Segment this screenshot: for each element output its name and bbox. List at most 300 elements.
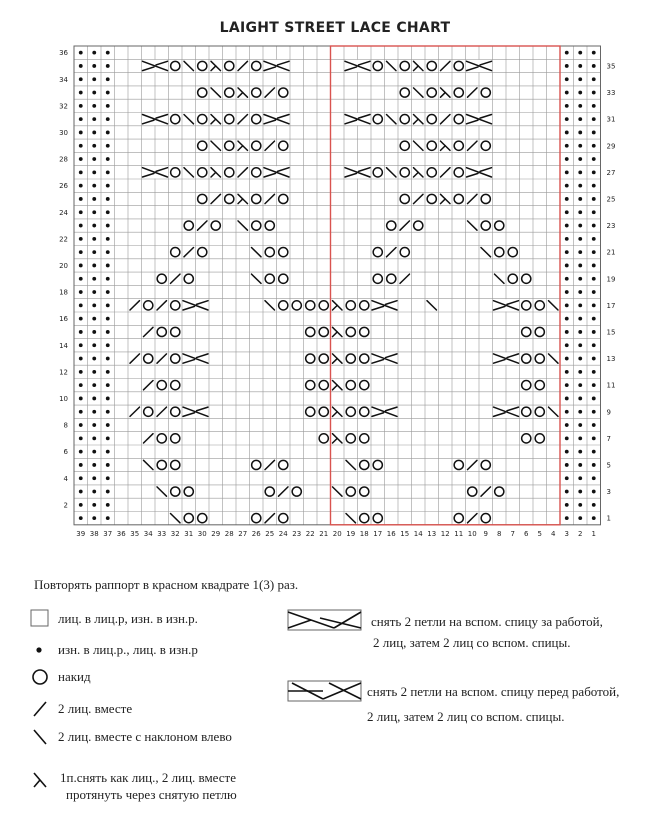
column-label: 31 [184,529,194,538]
purl-dot [79,436,83,440]
column-label: 39 [76,529,86,538]
column-label: 2 [578,529,583,538]
purl-dot [578,383,582,387]
column-label: 19 [346,529,356,538]
row-label-right: 35 [606,62,616,71]
purl-dot [578,303,582,307]
column-label: 18 [359,529,369,538]
purl-dot [79,397,83,401]
purl-dot [592,210,596,214]
purl-dot [578,117,582,121]
purl-dot [79,197,83,201]
row-label-left: 4 [63,474,68,483]
cable-cross-front-mark [493,406,519,418]
purl-dot [565,224,569,228]
row-label-left: 34 [59,75,68,84]
purl-dot [106,357,110,361]
purl-dot [592,117,596,121]
purl-dot [92,410,96,414]
column-label: 3 [564,529,569,538]
purl-dot [106,131,110,135]
purl-dot [592,463,596,467]
row-label-right: 13 [606,355,616,364]
purl-dot [92,77,96,81]
cable-cross-back-mark [345,166,371,178]
purl-dot [106,423,110,427]
purl-dot [106,237,110,241]
column-label: 9 [483,529,488,538]
legend-purl-label: изн. в лиц.р., лиц. в изн.р [58,642,198,657]
purl-dot [106,343,110,347]
legend-k2tog-left-label: 2 лиц. вместе с наклоном влево [58,729,232,744]
row-label-right: 15 [606,328,616,337]
purl-dot [578,370,582,374]
purl-dot [92,290,96,294]
row-label-right: 19 [606,275,616,284]
purl-dot [565,303,569,307]
purl-dot [92,397,96,401]
purl-dot [565,170,569,174]
purl-dot [565,250,569,254]
cable-cross-front-mark [264,113,290,125]
purl-dot [565,64,569,68]
purl-dot [565,436,569,440]
purl-dot [106,117,110,121]
column-label: 22 [305,529,315,538]
column-label: 8 [497,529,502,538]
purl-dot [79,450,83,454]
purl-dot [79,157,83,161]
legend-knit-label: лиц. в лиц.р, изн. в изн.р. [58,611,198,626]
purl-dot [92,224,96,228]
purl-dot [578,516,582,520]
row-label-left: 6 [63,448,68,457]
purl-dot [79,490,83,494]
purl-dot [592,91,596,95]
purl-dot [79,383,83,387]
purl-dot [92,197,96,201]
purl-dot [578,250,582,254]
purl-dot [92,104,96,108]
purl-dot [79,264,83,268]
purl-dot [592,144,596,148]
purl-dot [106,317,110,321]
purl-dot [565,197,569,201]
purl-dot [565,264,569,268]
purl-dot [79,343,83,347]
purl-dot [592,104,596,108]
purl-dot [92,490,96,494]
purl-dot [79,290,83,294]
purl-dot [592,77,596,81]
purl-dot [565,343,569,347]
column-label: 33 [157,529,167,538]
purl-dot [106,91,110,95]
purl-dot [578,290,582,294]
purl-dot [592,383,596,387]
legend-cross-front-line1: снять 2 петли на вспом. спицу перед работой, [367,684,620,699]
purl-dot [565,410,569,414]
row-label-right: 23 [606,222,616,231]
purl-dot [565,397,569,401]
purl-dot [79,77,83,81]
column-label: 28 [224,529,234,538]
cable-cross-front-mark [493,352,519,364]
cable-cross-front-mark [466,166,492,178]
purl-dot [92,436,96,440]
purl-dot [79,131,83,135]
cable-cross-front-mark [466,60,492,72]
purl-dot [79,117,83,121]
purl-dot [565,383,569,387]
purl-dot [565,290,569,294]
purl-dot [92,237,96,241]
purl-dot [578,170,582,174]
purl-dot [106,370,110,374]
purl-dot [592,224,596,228]
purl-dot [106,197,110,201]
purl-dot [106,51,110,55]
purl-dot [565,131,569,135]
row-label-left: 10 [59,394,68,403]
row-label-left: 14 [59,341,68,350]
purl-dot [92,117,96,121]
purl-dot [565,51,569,55]
legend-cross-back-line2: 2 лиц, затем 2 лиц со вспом. спицы. [373,635,571,650]
purl-dot [565,317,569,321]
purl-dot [592,357,596,361]
purl-dot [92,51,96,55]
row-label-left: 24 [59,208,68,217]
purl-dot [578,503,582,507]
purl-dot [79,330,83,334]
cable-cross-front-mark [493,299,519,311]
column-label: 13 [427,529,437,538]
column-label: 24 [278,529,288,538]
purl-dot [92,170,96,174]
purl-dot [565,184,569,188]
purl-dot [565,516,569,520]
purl-dot [106,290,110,294]
purl-dot [92,144,96,148]
purl-dot [578,64,582,68]
column-label: 34 [143,529,153,538]
purl-dot [592,277,596,281]
purl-dot [106,144,110,148]
purl-dot [92,503,96,507]
purl-dot [79,64,83,68]
cable-cross-front-mark [466,113,492,125]
column-label: 4 [551,529,556,538]
row-label-left: 28 [59,155,68,164]
cable-cross-back-mark [372,352,398,364]
purl-dot [578,131,582,135]
purl-dot [592,436,596,440]
purl-dot [79,476,83,480]
purl-dot [565,503,569,507]
purl-dot [565,423,569,427]
purl-dot [565,237,569,241]
column-label: 23 [292,529,302,538]
purl-dot [79,104,83,108]
row-label-right: 31 [606,115,616,124]
purl-dot [79,170,83,174]
purl-dot [565,77,569,81]
purl-dot [565,91,569,95]
purl-dot [578,277,582,281]
purl-dot [79,357,83,361]
purl-dot [92,303,96,307]
purl-dot [565,476,569,480]
purl-dot [92,64,96,68]
column-label: 37 [103,529,113,538]
purl-dot [578,184,582,188]
column-label: 17 [373,529,383,538]
purl-dot [592,170,596,174]
row-label-right: 17 [606,301,616,310]
purl-dot [79,463,83,467]
purl-dot [106,450,110,454]
purl-dot [565,450,569,454]
purl-dot [592,64,596,68]
purl-dot [92,91,96,95]
cable-cross-back-mark [345,113,371,125]
row-label-left: 16 [59,315,68,324]
purl-dot [592,157,596,161]
purl-dot [79,277,83,281]
chart-title: LAIGHT STREET LACE CHART [219,20,451,36]
legend-k3tog-line2: протянуть через снятую петлю [66,787,237,802]
purl-dot [106,104,110,108]
purl-dot [92,131,96,135]
purl-dot [106,330,110,334]
cable-cross-back-mark [142,60,168,72]
purl-dot [578,476,582,480]
cable-cross-front-mark [264,166,290,178]
purl-dot [592,397,596,401]
purl-dot [106,250,110,254]
column-label: 14 [413,529,423,538]
knit-stitch-icon [30,609,50,627]
purl-dot [565,357,569,361]
column-label: 30 [197,529,207,538]
purl-dot [92,370,96,374]
purl-dot [106,503,110,507]
purl-dot [106,210,110,214]
purl-dot [578,77,582,81]
cross-front-icon [287,680,363,702]
purl-dot [592,476,596,480]
purl-dot [92,157,96,161]
purl-dot [592,197,596,201]
purl-dot [92,383,96,387]
purl-dot [565,370,569,374]
repeat-instructions: Повторять раппорт в красном квадрате 1(3) раз. [34,577,299,592]
purl-dot [565,144,569,148]
purl-stitch-icon [30,641,50,659]
purl-dot [578,104,582,108]
purl-dot [79,144,83,148]
purl-dot [578,330,582,334]
purl-dot [565,104,569,108]
purl-dot [92,250,96,254]
row-label-left: 8 [63,421,68,430]
column-label: 25 [265,529,275,538]
purl-dot [106,397,110,401]
row-label-left: 30 [59,128,68,137]
purl-dot [92,330,96,334]
purl-dot [79,516,83,520]
row-label-left: 20 [59,261,68,270]
purl-dot [92,184,96,188]
purl-dot [578,423,582,427]
purl-dot [592,490,596,494]
column-label: 35 [130,529,140,538]
row-label-left: 22 [59,235,68,244]
purl-dot [79,317,83,321]
purl-dot [592,131,596,135]
purl-dot [79,184,83,188]
row-label-right: 9 [606,408,611,417]
purl-dot [565,463,569,467]
row-label-left: 18 [59,288,68,297]
row-label-left: 2 [63,501,68,510]
column-label: 21 [319,529,329,538]
purl-dot [578,197,582,201]
row-label-right: 33 [606,89,616,98]
purl-dot [79,503,83,507]
cable-cross-back-mark [345,60,371,72]
purl-dot [106,184,110,188]
purl-dot [79,91,83,95]
column-label: 11 [454,529,464,538]
purl-dot [92,463,96,467]
purl-dot [92,357,96,361]
k2tog-icon [30,699,50,719]
row-label-right: 25 [606,195,616,204]
purl-dot [578,463,582,467]
cable-cross-back-mark [142,166,168,178]
purl-dot [578,397,582,401]
purl-dot [578,157,582,161]
row-label-right: 21 [606,248,616,257]
purl-dot [106,383,110,387]
purl-dot [592,51,596,55]
purl-dot [106,77,110,81]
purl-dot [79,250,83,254]
purl-dot [92,450,96,454]
purl-dot [106,64,110,68]
purl-dot [92,210,96,214]
purl-dot [92,317,96,321]
row-label-left: 32 [59,102,68,111]
purl-dot [79,370,83,374]
row-label-right: 29 [606,142,616,151]
purl-dot [92,516,96,520]
purl-dot [578,91,582,95]
yarn-over-icon [30,667,50,687]
purl-dot [92,277,96,281]
purl-dot [592,503,596,507]
legend-yarn-over-label: накид [58,669,91,684]
column-label: 36 [116,529,126,538]
k2tog-left-icon [30,727,50,747]
purl-dot [578,490,582,494]
purl-dot [565,157,569,161]
purl-dot [578,51,582,55]
purl-dot [592,317,596,321]
column-label: 15 [400,529,410,538]
purl-dot [578,237,582,241]
purl-dot [79,237,83,241]
cable-cross-back-mark [372,299,398,311]
purl-dot [578,357,582,361]
purl-dot [79,410,83,414]
purl-dot [592,330,596,334]
purl-dot [578,450,582,454]
cable-cross-front-mark [183,299,209,311]
purl-dot [92,476,96,480]
legend-cross-front-line2: 2 лиц, затем 2 лиц со вспом. спицы. [367,709,565,724]
purl-dot [592,423,596,427]
column-label: 5 [537,529,542,538]
purl-dot [592,410,596,414]
column-label: 7 [510,529,515,538]
purl-dot [79,423,83,427]
purl-dot [106,224,110,228]
purl-dot [578,410,582,414]
row-label-right: 5 [606,461,611,470]
purl-dot [106,303,110,307]
purl-dot [578,343,582,347]
purl-dot [79,303,83,307]
legend-k3tog-line1: 1п.снять как лиц., 2 лиц. вместе [60,770,236,785]
purl-dot [79,224,83,228]
purl-dot [106,490,110,494]
legend-k2tog-label: 2 лиц. вместе [58,701,133,716]
purl-dot [592,250,596,254]
row-label-right: 11 [606,381,616,390]
cable-cross-front-mark [183,352,209,364]
legend-cross-back-line1: снять 2 петли на вспом. спицу за работой, [371,614,603,629]
purl-dot [565,117,569,121]
purl-dot [578,210,582,214]
purl-dot [592,370,596,374]
purl-dot [592,303,596,307]
column-label: 26 [251,529,261,538]
purl-dot [592,516,596,520]
purl-dot [565,277,569,281]
row-label-left: 36 [59,49,68,58]
purl-dot [79,51,83,55]
purl-dot [106,516,110,520]
purl-dot [106,463,110,467]
purl-dot [106,277,110,281]
purl-dot [578,317,582,321]
purl-dot [106,264,110,268]
purl-dot [92,423,96,427]
column-label: 6 [524,529,529,538]
purl-dot [106,410,110,414]
purl-dot [565,330,569,334]
purl-dot [592,237,596,241]
column-label: 38 [89,529,99,538]
purl-dot [592,184,596,188]
purl-dot [578,436,582,440]
purl-dot [106,157,110,161]
cable-cross-front-mark [264,60,290,72]
purl-dot [592,450,596,454]
